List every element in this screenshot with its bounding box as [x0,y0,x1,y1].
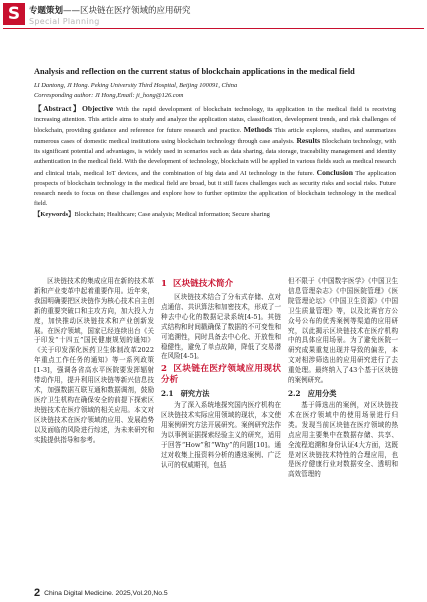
section-title [29,4,191,16]
section-1-number: 1 [161,279,167,289]
section-separator: —— [63,6,81,16]
journal-citation: China Digital Medicine. 2025,Vol.20,No.5 [44,590,168,597]
section-1-title: 区块链技术简介 [172,279,234,289]
conclusion-text: The application prospects of blockchain technology in the medical field are broad, but it still faces challenges such as security risks and social risks. Future research needs to focus on these challenges and explore how to further optimize the application of blockchain technology in the medical field. [34,169,396,207]
abstract-text [34,104,396,209]
section-2-heading [161,364,281,386]
body-column-2 [161,277,281,471]
section-label: 专题策划 [29,6,64,16]
article-title-english: Analysis and reflection on the current status of blockchain applications in the medical field [34,67,355,76]
english-abstract-block [34,66,396,220]
journal-logo: S [3,3,25,25]
keywords-text: Blockchain; Healthcare; Case analysis; Medical information; Secure sharing [74,210,270,218]
subsection-2-1-paragraph: 为了深入系统地探究国内医疗机构在区块链技术实际应用领域的现状，本文使用案例研究方法开展研究。案例研究法作为以事例证据探索经验主义的研究，适用于回答“How”和“Why”的问题[10]。通过对收集上报资料分析的遴选案例、广泛认可的权威期刊，包括 [161,401,281,469]
results-text: Blockchain technology, with its significant potential and advantages, is widely used in scenarios such as data sharing, data storage, traceability management and identity authentication in the medical field. With the development of technology, blockchain will be applied in various fields such as medical research and clinical trials, medical IoT devices, and the combination of big data and AI technology in the future. [34,138,396,177]
authors-english: LI Dantong, JI Hong. Peking University Third Hospital, Beijing 100091, China [34,82,238,89]
methods-label: Methods [243,125,272,135]
subsection-2-2-heading: 2.2 应用分类 [288,388,337,398]
objective-text: With the rapid development of blockchain technology, its application in the medical field is receiving increasing attention. This article aims to study and analyze the application status, classification, development trends, and risk challenges of blockchain, providing guidance and reference for future research and practice. [34,106,397,135]
corresponding-author: Corresponding author: JI Hong,Email: ji_hong@126.com [34,92,184,99]
keywords-label: 【Keywords】 [34,210,75,218]
intro-paragraph: 区块链技术的集成应用在新的技术革新和产业变革中起着重要作用。近年来，我国明确要把区块链作为核心技术自主创新的重要突破口和主攻方向，加大投入力度，加快推动区块链技术和产业创新发展。在医疗领域，国家已经连续出台《关于印发“十四五”国民健康规划的通知》《关于印发深化医药卫生体制改革2022年重点工作任务的通知》等一系列政策[1-3]，强调各省高水平医院要发挥辐射带动作用，提升利用区块链等新兴信息技术，加强数据互联互通和数据调剂，鼓励医疗卫生机构在确保安全的前提下探索区块链技术在医疗领域的相关应用。本文对区块链技术在医疗领域的应用、发展趋势以及面临的风险进行综述，为未来研究和实践提供指导和参考。 [34,277,154,444]
page-header [0,0,427,40]
continued-paragraph: 但不限于《中国数字医学》《中国卫生信息管理杂志》《中国医院管理》《医院管理论坛》《中国卫生资源》《中国卫生质量管理》等，以及比赛官方公众号公布的优秀案例等渠道的应用研究，以此揭示区块链技术在医疗机构中的具体应用场景。为了避免医院一研究成果重复出现并导致的偏差，本文对相涉筛选出的应用研究进行了去重处理。最终纳入了43个基于区块链的案例研究。 [288,277,398,385]
section-1-heading [161,279,281,290]
results-label: Results [296,136,321,146]
page-footer [34,587,168,599]
section-2-title: 区块链在医疗领域应用现状分析 [161,364,281,386]
page-number: 2 [34,587,41,599]
methods-text: This article explores, studies, and summarizes numerous cases of domestic medical institutions using blockchain technology through case analysis. [34,127,396,146]
section-topic: 区块链在医疗领域的应用研究 [80,6,191,16]
section-2-number: 2 [161,364,167,375]
objective-label: Objective [81,104,114,113]
section-1-paragraph: 区块链技术结合了分布式存储、点对点通信、共识算法和加密技术，形成了一种去中心化的数据记录系统[4-5]。其链式结构和时间戳确保了数据的不可变性和可追溯性，同时具备去中心化、开放性和稳健性，避免了单点故障，降低了交易潜在风险[4-5]。 [161,293,281,361]
keywords-english [34,210,396,220]
abstract-label: 【Abstract】 [34,104,82,113]
conclusion-label: Conclusion [316,167,353,177]
header-rule [3,28,424,29]
section-english-label: Special Planning [29,17,100,26]
body-column-1 [34,277,154,445]
subsection-2-1-heading: 2.1 研究方法 [161,389,210,399]
subsection-2-2-paragraph: 基于筛选出的案例，对区块链技术在医疗领域中的使用场景进行归类。发现当前区块链在医疗领域的热点应用主要集中在数据存储、共享、全流程追溯和身份认证4大方面，这既是对区块链技术特性的合理应用，也是医疗健康行业对数据安全、透明和高效管理的 [288,400,398,479]
body-column-3 [288,277,398,480]
